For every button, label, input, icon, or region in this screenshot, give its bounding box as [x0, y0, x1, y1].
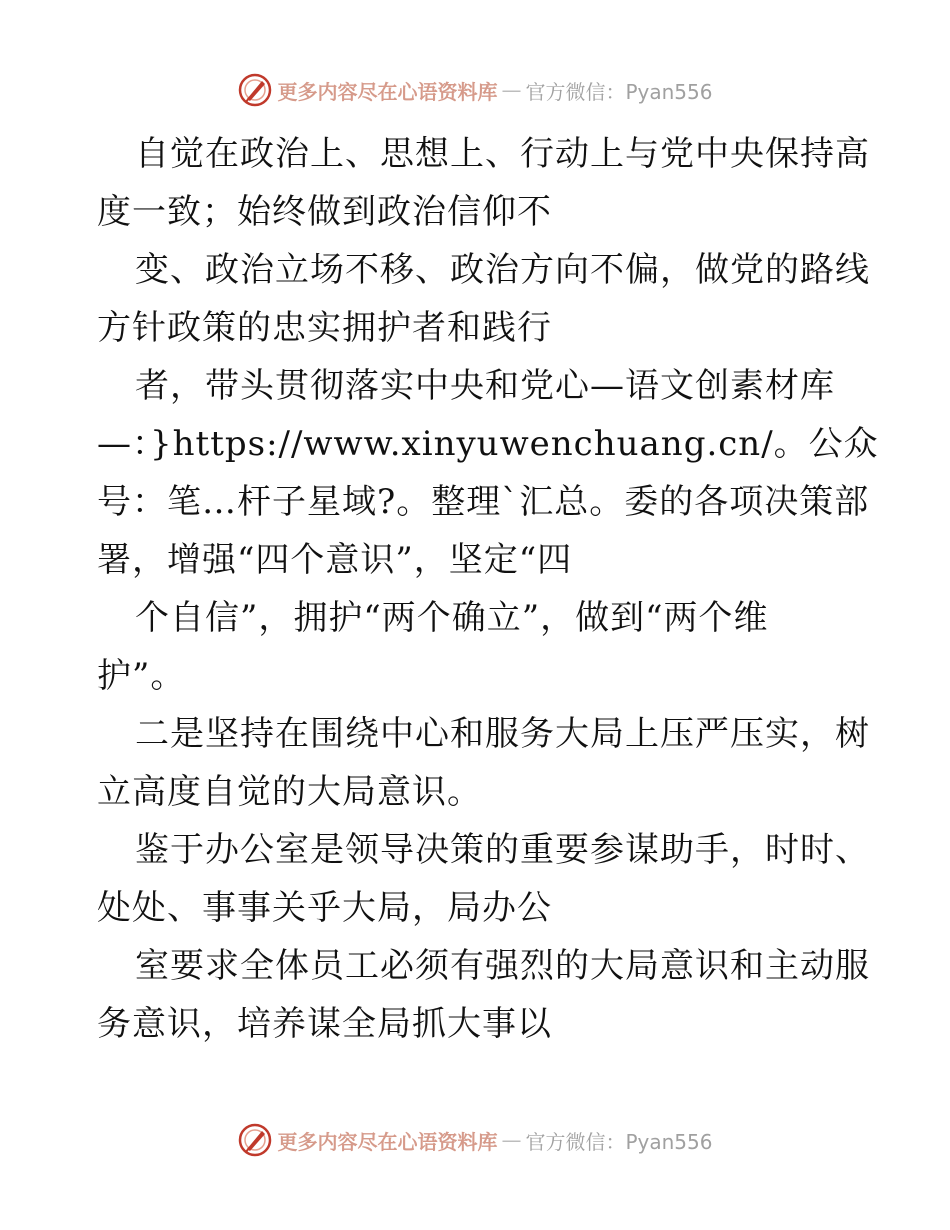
body-line: 者，带头贯彻落实中央和党心—语文创素材库: [135, 366, 835, 406]
body-line: 变、政治立场不移、政治方向不偏，做党的路线: [135, 250, 870, 290]
body-line: 自觉在政治上、思想上、行动上与党中央保持高: [135, 134, 870, 174]
footer-brand-text: 更多内容尽在心语资料库: [277, 1129, 498, 1154]
header-separator: —: [501, 78, 522, 102]
document-body: [97, 125, 879, 1053]
body-line: 室要求全体员工必须有强烈的大局意识和主动服: [135, 946, 870, 986]
body-line: —：}https://www.xinyuwenchuang.cn/。公众: [97, 424, 879, 464]
body-line: 度一致；始终做到政治信仰不: [97, 192, 552, 232]
body-line: 署，增强“四个意识”，坚定“四: [97, 540, 573, 580]
header-brand-text: 更多内容尽在心语资料库: [277, 79, 498, 104]
body-line: 务意识，培养谋全局抓大事以: [97, 1004, 552, 1044]
body-line: 二是坚持在围绕中心和服务大局上压严压实，树: [135, 714, 870, 754]
body-line: 鉴于办公室是领导决策的重要参谋助手，时时、: [135, 830, 870, 870]
footer-contact-text: 官方微信：Pyan556: [525, 1129, 713, 1154]
footer-banner: [0, 1122, 950, 1158]
body-line: 号：笔…杆子星域?。整理`汇总。委的各项决策部: [97, 482, 870, 522]
body-line: 方针政策的忠实拥护者和践行: [97, 308, 552, 348]
header-banner: [0, 72, 950, 108]
body-line: 立高度自觉的大局意识。: [97, 772, 482, 812]
footer-separator: —: [501, 1128, 522, 1152]
body-line: 个自信”，拥护“两个确立”，做到“两个维: [135, 598, 769, 638]
body-line: 护”。: [97, 656, 186, 696]
header-contact-text: 官方微信：Pyan556: [525, 79, 713, 104]
quill-pen-logo-icon: [237, 1122, 273, 1158]
body-line: 处处、事事关乎大局，局办公: [97, 888, 552, 928]
quill-pen-logo-icon: [237, 72, 273, 108]
